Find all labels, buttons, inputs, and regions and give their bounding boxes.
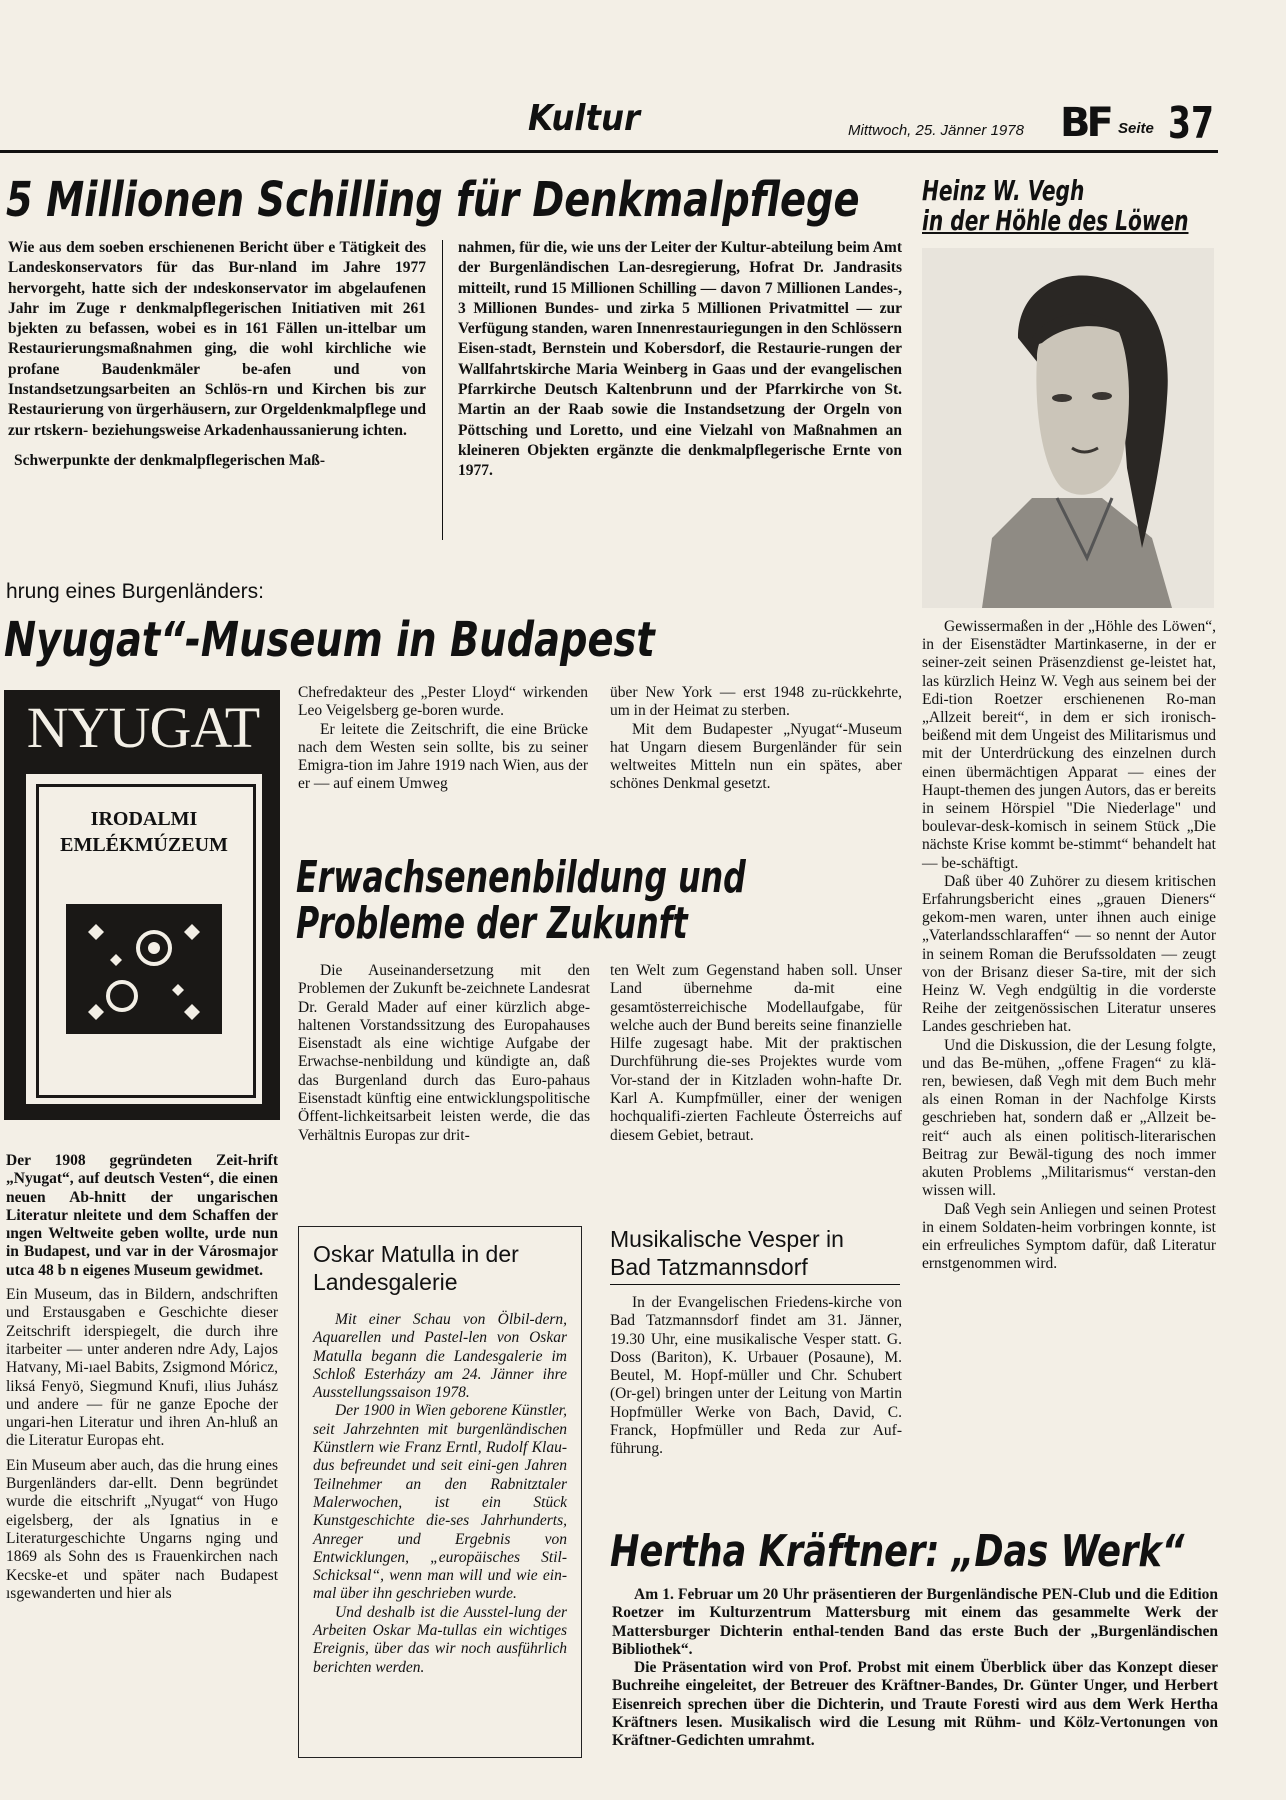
nyugat-poster: [4, 690, 280, 1120]
poster-line1: IRODALMI: [90, 808, 198, 830]
erwachsenen-col1: [298, 962, 590, 1145]
vegh-headline-line2: in der Höhle des Löwen: [922, 204, 1189, 237]
paragraph: Schwerpunkte der denkmalpflegerischen Maß-: [14, 451, 326, 469]
paragraph: Der 1908 gegründeten Zeit-hrift „Nyugat“, auf deutsch Vesten“, die einen neuen Ab-hnitt der ungarischen Literatur nleitete und dem Schaffen der ıngen Weltweite geben wollte, urde nun in Budapest, und var in der Városmajor utca 48 b n eigenes Museum gewidmet.: [6, 1152, 278, 1279]
paragraph: Daß Vegh sein Anliegen und seinen Protest in einem Soldaten-heim vorbringen konnte, ist ein erfreuliches Symptom dafür, daß Literatur ernstgenommen wird.: [922, 1200, 1216, 1273]
section-title: Kultur: [528, 98, 641, 139]
nyugat-headline: Nyugat“-Museum in Budapest: [4, 612, 655, 668]
paragraph: ten Welt zum Gegenstand haben soll. Unser Land übernehme da-mit eine gesamtösterreichische Modellaufgabe, für welche auch der Bund bereits seine finanzielle Hilfe zugesagt habe. Mit der praktischen Durchführung die-ses Projektes wurde vom Vor-stand der in Kitzladen wohn-hafte Dr. Karl A. Kumpfmüller, einer der wenigen hochqualifi-zierten Fachleute Österreichs auf diesem Gebiet, betraut.: [610, 962, 902, 1144]
vesper-rule: [610, 1284, 900, 1285]
page-label: Seite: [1118, 120, 1154, 137]
paragraph: Daß über 40 Zuhörer zu diesem kritischen Erfahrungsbericht eines „grauen Dieners“ gekom-men waren, unter ihnen auch einige „Vaterlandsschlaraffen“ — so nennt der Autor in seinem Roman die Berufssoldaten — zeugt von der Brisanz dieser Sa-tire, mit der sich Heinz W. Vegh endgültig in die vorderste Reihe der zeitgenössischen Literatur unseres Landes geschrieben hat.: [922, 872, 1216, 1036]
vegh-headline-line1: Heinz W. Vegh: [922, 174, 1085, 207]
paragraph: Er leitete die Zeitschrift, die eine Brücke nach dem Westen sein sollte, bis zu seiner Emigra-tion im Jahre 1919 nach Wien, aus der er — auf einem Umweg: [298, 720, 588, 793]
vesper-headline-line2: Bad Tatzmannsdorf: [610, 1254, 808, 1280]
matulla-headline-line1: Oskar Matulla in der: [313, 1241, 519, 1267]
erwachsenen-headline-line1: Erwachsenenbildung und: [296, 852, 746, 903]
paragraph: Wie aus dem soeben erschienenen Bericht über e Tätigkeit des Landeskonservators für das Bur-nland im Jahre 1977 hervorgeht, hatte sich der ındeskonservator im abgelaufenen Jahr im Zuge r denkmalpflegerischen Initiativen mit 261 bjekten zu befassen, wobei es in 161 Fällen un-ittelbar um Restaurierungsmaßnahmen ging, die wohl kirchliche wie profane Baudenkmäler be-afen und von Instandsetzungsarbeiten an Schlös-rn und Kirchen bis zur Restaurierung von ürgerhäusern, zur Orgeldenkmalpflege und zur rtskern- beziehungsweise Arkadenhaussanierung ichten.: [8, 239, 426, 439]
nyugat-kicker: hrung eines Burgenländers:: [6, 580, 265, 603]
poster-frame: [26, 774, 262, 1104]
paragraph: über New York — erst 1948 zu-rückkehrte, um in der Heimat zu sterben.: [610, 684, 902, 720]
column-divider: [442, 240, 443, 540]
erwachsenen-col2: [610, 962, 902, 1145]
paragraph: Chefredakteur des „Pester Lloyd“ wirkenden Leo Veigelsberg ge-boren wurde.: [298, 684, 588, 720]
erwachsenen-headline-line2: Probleme der Zukunft: [296, 898, 688, 949]
page-number: 37: [1168, 98, 1214, 149]
article-denkmal-headline: 5 Millionen Schilling für Denkmalpflege: [6, 172, 860, 228]
poster-title: NYUGAT: [26, 695, 260, 760]
ornament-icon: [66, 904, 222, 1034]
paragraph: In der Evangelischen Friedens-kirche von Bad Tatzmannsdorf findet am 31. Jänner, 19.30 Uhr, eine musikalische Vesper statt. G. Doss (Bariton), K. Urbauer (Posaune), M. Beutel, M. Hopf-müller und Chr. Schubert (Or-gel) bringen unter der Leitung von Martin Hopfmüller Werke von Bach, David, C. Franck, Hopfmüller und Reda zur Auf-führung.: [610, 1294, 902, 1458]
paragraph: Ein Museum, das in Bildern, andschriften und Erstausgaben e Geschichte dieser Zeitschrift iderspiegelt, die durch ihre itarbeiter — unter anderen ndre Ady, Lajos Hatvany, Mi-ıael Babits, Zsigmond Móricz, liksá Fenyö, Siegmund Knufi, ılius Juhász und andere — für ne ganze Epoche der ungari-hen Literatur und ihren An-hluß an die Literatur Europas eht.: [6, 1286, 278, 1450]
portrait-image: [922, 248, 1214, 608]
masthead-rule: [0, 150, 1218, 153]
matulla-headline-line2: Landesgalerie: [313, 1269, 458, 1295]
paragraph: Ein Museum aber auch, das die hrung eines Burgenländers dar-ellt. Denn begründet wurde die eitschrift „Nyugat“ von Hugo eigelsberg, der als Ignatius in e Literaturgeschichte Ungarns nging und 1869 als Sohn des ıs Frauenkirchen nach Kecske-et und später nach Budapest ısgewanderten und hier als: [6, 1456, 278, 1602]
poster-ornament: [66, 904, 222, 1034]
paragraph: Und die Diskussion, die der Lesung folgte, und das Be-mühen, „offene Fragen“ zu klä-ren, bewiesen, daß Vegh mit dem Buch mehr als einen Roman in der Nachfolge Kirsts geschrieben hat, sondern daß er „Allzeit be-reit“ auch als einen politisch-literarischen Beitrag zur Bewäl-tigung des noch immer akuten Problems „Militarismus“ verstan-den wissen will.: [922, 1036, 1216, 1200]
paragraph: Mit einer Schau von Ölbil-dern, Aquarellen und Pastel-len von Oskar Matulla begann die Landesgalerie im Schloß Esterházy am 24. Jänner ihre Ausstellungssaison 1978.: [313, 1311, 567, 1402]
nyugat-col2: [298, 684, 588, 794]
paragraph: Und deshalb ist die Ausstel-lung der Arbeiten Oskar Ma-tullas ein wichtiges Ereignis, über das wir noch ausführlich berichten werden.: [313, 1603, 567, 1676]
paragraph: Der 1900 in Wien geborene Künstler, seit Jahrzehnten mit burgenländischen Künstlern wie Franz Erntl, Rudolf Klau-dus befreundet und seit eini-gen Jahren Teilnehmer an den Rabnitztaler Malerwochen, ist ein Stück Kunstgeschichte die-ses Jahrhunderts, Anreger und Ergebnis von Entwicklungen, „europäisches Stil-Schicksal“, wenn man will und wie ein-mal über ihn geschrieben wurde.: [313, 1402, 567, 1603]
poster-line2: EMLÉKMÚZEUM: [60, 834, 228, 856]
paragraph: Am 1. Februar um 20 Uhr präsentieren der Burgenländische PEN-Club und die Edition Roetzer im Kulturzentrum Mattersburg mit einem das gesammelte Werk der Mattersburger Dichterin enthal-tenden Band das erste Buch der „Burgenländischen Bibliothek“.: [612, 1586, 1218, 1658]
article-denkmal-col1: [8, 238, 426, 471]
vesper-headline-line1: Musikalische Vesper in: [610, 1226, 844, 1252]
vegh-text: [922, 618, 1216, 1273]
matulla-box: [298, 1226, 582, 1758]
paragraph: Gewissermaßen in der „Höhle des Löwen“, in der Eisenstädter Martinkaserne, in der er seiner-zeit seinen Präsenzdienst ge-leistet hat, las kürzlich Heinz W. Vegh aus seinem bei der Edi-tion Roetzer erschienenen Ro-man „Allzeit bereit“, in dem er sich ironisch-beißend mit dem Ungeist des Militarismus und mit der Unterdrückung des einzelnen durch einen übermächtigen Apparat — eines der Haupt-themen des jungen Autors, das er bereits in seinem Hörspiel "Die Niederlage" und boulevar-desk-komisch in seinem Stück „Die nächste Krise kommt be-stimmt“ behandelt hat — be-schäftigt.: [922, 618, 1216, 872]
vegh-portrait: [922, 248, 1214, 608]
nyugat-col1: [6, 1152, 278, 1603]
paragraph: Mit dem Budapester „Nyugat“-Museum hat Ungarn diesem Burgenländer für sein weltweites Mitteln nun ein spätes, aber schönes Denkmal gesetzt.: [610, 720, 902, 793]
vesper-text: [610, 1294, 902, 1459]
kraeftner-text: [612, 1586, 1218, 1751]
paragraph: Die Präsentation wird von Prof. Probst mit einem Überblick über das Konzept dieser Buchreihe eingeleitet, der Betreuer des Kräftner-Bandes, Dr. Günter Unger, und Herbert Eisenreich sprechen über die Dichterin, und Traute Foresti wird aus dem Werk Hertha Kräftners lesen. Musikalisch wird die Lesung mit Rühm- und Kölz-Vertonungen von Kräftner-Gedichten umrahmt.: [612, 1659, 1218, 1750]
paragraph: nahmen, für die, wie uns der Leiter der Kultur-abteilung beim Amt der Burgenländischen Lan-desregierung, Hofrat Dr. Jandrasits mitteilt, rund 15 Millionen Schilling — davon 7 Millionen Landes-, 3 Millionen Bundes- und zirka 5 Millionen Privatmittel — zur Verfügung standen, waren Innenrestauriegungen in den Schlössern Eisen-stadt, Bernstein und Kobersdorf, die Restaurie-rungen der Wallfahrtskirche Maria Weinberg in Gaas und der evangelischen Pfarrkirche Deutsch Kaltenbrunn und der Pfarrkirche von St. Martin an der Raab sowie die Instandsetzung der Orgeln von Pöttsching und Loretto, und eine Vielzahl von Maßnahmen an kleineren Objekten ergänzte die denkmalpflegerische Ernte von 1977.: [458, 239, 902, 480]
matulla-text: [313, 1311, 567, 1677]
bf-logo: BF: [1060, 100, 1110, 146]
paragraph: Die Auseinandersetzung mit den Problemen der Zukunft be-zeichnete Landesrat Dr. Gerald Mader auf einer kürzlich abge-haltenen Vorstandssitzung des Europahauses Eisenstadt als eine wichtige Aufgabe der Erwachse-nenbildung und kündigte an, daß das Burgenland durch das Euro-pahaus Eisenstadt künftig eine entwicklungspolitische Öffent-lichkeitsarbeit leisten werde, die das Verhältnis Europas zur drit-: [298, 962, 590, 1144]
kraeftner-headline: Hertha Kräftner: „Das Werk“: [610, 1526, 1185, 1577]
nyugat-col3: [610, 684, 902, 794]
article-denkmal-col2: [458, 238, 902, 482]
issue-date: Mittwoch, 25. Jänner 1978: [848, 122, 1024, 139]
